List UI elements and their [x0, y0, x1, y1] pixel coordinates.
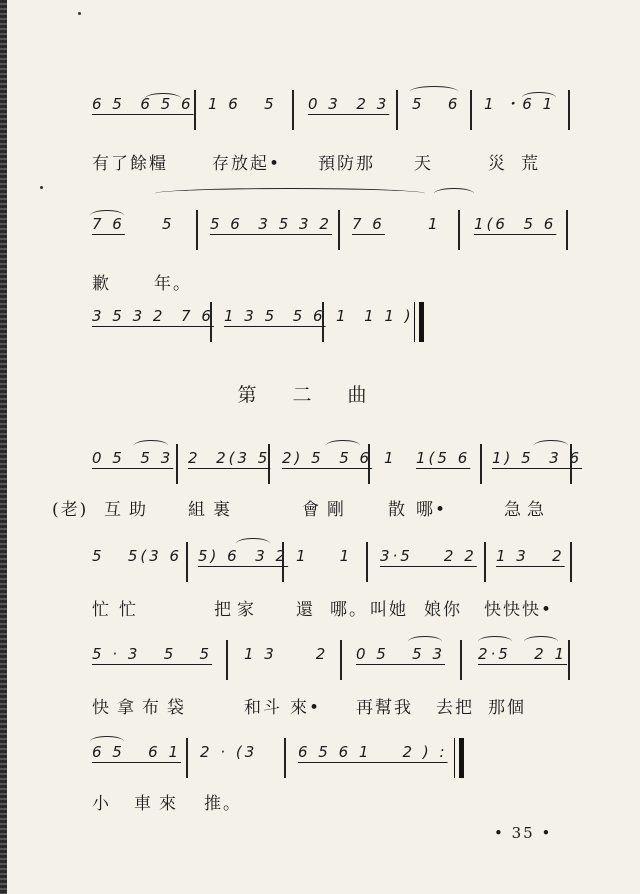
- bar-line: [458, 210, 460, 250]
- bar-line: [460, 640, 462, 680]
- slur-mark: [134, 440, 168, 451]
- slur-mark: [524, 636, 558, 647]
- lyric-word: 叫她: [370, 600, 408, 620]
- bar-line: [322, 302, 324, 342]
- section-title: 第二曲: [237, 384, 403, 406]
- lyric-word: 天: [414, 154, 433, 174]
- note-group: 7 6: [352, 215, 385, 233]
- lyric-word: 去把: [436, 698, 474, 718]
- lyric-word: 小: [92, 794, 111, 814]
- note-group: 0 5 5 3: [92, 449, 174, 467]
- bar-line: [568, 640, 570, 680]
- lyric-word: 歉: [92, 274, 111, 294]
- slur-mark: [90, 736, 124, 747]
- final-bar-line: [459, 738, 464, 778]
- slur-mark: [534, 440, 568, 451]
- lyric-word: 快拿布袋: [92, 698, 192, 718]
- bar-line: [284, 738, 286, 778]
- note-group: 5 6 3 5 3 2: [210, 215, 332, 233]
- note-group: 2 2(3 5: [188, 449, 271, 467]
- note-group: 5 5(3 6: [92, 547, 183, 565]
- lyric-word: 會剛: [302, 500, 352, 520]
- bar-line: [368, 444, 370, 484]
- bar-line: [268, 444, 270, 484]
- bar-line: [484, 542, 486, 582]
- note-group: 2) 5 5 6: [282, 449, 373, 467]
- note-group: 5) 6 3 2: [198, 547, 289, 565]
- note-group: 1 1 1 ): [336, 307, 414, 325]
- lyric-word: 組裏: [188, 500, 238, 520]
- slur-mark: [326, 440, 360, 451]
- note-group: 1) 5 3 6: [492, 449, 583, 467]
- lyric-word: 預防那: [318, 154, 375, 174]
- note-group: 1 3 2: [244, 645, 329, 663]
- note-group: 3 5 3 2 7 6: [92, 307, 214, 325]
- lyric-word: 娘你: [424, 600, 462, 620]
- bar-line: [194, 90, 196, 130]
- note-group: 5 · 3 5 5: [92, 645, 213, 663]
- note-group: 6 5 6 1 2 ) :: [298, 743, 448, 761]
- bar-line: [196, 210, 198, 250]
- lyric-word: 那個: [488, 698, 526, 718]
- note-group: 1 1: [296, 547, 353, 565]
- page-number: • 35 •: [494, 824, 553, 842]
- lyric-word: 有了餘糧: [92, 154, 168, 174]
- lyric-word: 和斗: [244, 698, 282, 718]
- lyric-word: 存放起•: [212, 154, 282, 174]
- note-group: 1(6 5 6: [474, 215, 557, 233]
- bar-line: [226, 640, 228, 680]
- slur-mark: [90, 210, 124, 221]
- note-group: 1 6 5: [208, 95, 277, 113]
- lyric-word: 再幫我: [356, 698, 413, 718]
- final-bar-line: [419, 302, 424, 342]
- note-group: 1: [428, 215, 441, 233]
- lyric-word: 來•: [290, 698, 322, 718]
- note-group: 0 5 5 3: [356, 645, 446, 663]
- bar-line: [568, 90, 570, 130]
- note-group: 1: [384, 449, 397, 467]
- bar-line: [282, 542, 284, 582]
- bar-line: [186, 738, 188, 778]
- bar-line: [570, 542, 572, 582]
- bar-line: [210, 302, 212, 342]
- note-group: 7 6: [92, 215, 125, 233]
- slur-mark: [434, 188, 474, 199]
- lyric-word: 哪。: [330, 600, 368, 620]
- lyric-word: 互助: [104, 500, 154, 520]
- slur-mark: [408, 636, 442, 647]
- note-group: 1 3 5 5 6: [224, 307, 326, 325]
- bar-line: [480, 444, 482, 484]
- lyric-word: (老): [52, 500, 89, 520]
- note-group: 2 · (3: [200, 743, 258, 761]
- note-group: 6 5 6 1: [92, 743, 182, 761]
- lyric-word: 年。: [154, 274, 192, 294]
- note-group: 0 3 2 3: [308, 95, 390, 113]
- lyric-word: 散: [388, 500, 407, 520]
- bar-line: [470, 90, 472, 130]
- bar-line: [396, 90, 398, 130]
- bar-line: [176, 444, 178, 484]
- staff-row-3: [0, 302, 640, 342]
- lyric-word: 還: [296, 600, 315, 620]
- note-group: 3·5 2 2: [380, 547, 477, 565]
- lyric-word: 急急: [504, 500, 550, 520]
- lyric-word: 車來: [134, 794, 184, 814]
- note-group: 1 3 2: [496, 547, 565, 565]
- bar-line: [186, 542, 188, 582]
- ink-speck: [40, 186, 43, 189]
- bar-line: [570, 444, 572, 484]
- note-group: 2·5 2 1: [478, 645, 568, 663]
- lyric-word: 推。: [204, 794, 242, 814]
- slur-mark: [155, 188, 425, 199]
- bar-line: [454, 738, 455, 778]
- bar-line: [366, 542, 368, 582]
- note-group: 5: [162, 215, 175, 233]
- lyric-word: 災荒: [488, 154, 554, 174]
- slur-mark: [145, 93, 181, 104]
- note-group: 1(5 6: [416, 449, 471, 467]
- slur-mark: [522, 92, 556, 103]
- note-group: 5 6: [412, 95, 461, 113]
- lyric-word: 把家: [214, 600, 260, 620]
- slur-mark: [410, 86, 458, 97]
- ink-speck: [78, 12, 81, 15]
- bar-line: [338, 210, 340, 250]
- bar-line: [414, 302, 415, 342]
- lyric-word: 快快快•: [484, 600, 554, 620]
- bar-line: [566, 210, 568, 250]
- note-group: 6 5 6 5 6: [92, 95, 194, 113]
- bar-line: [292, 90, 294, 130]
- staff-row-5: [0, 542, 640, 582]
- slur-mark: [478, 636, 512, 647]
- slur-mark: [236, 538, 270, 549]
- lyric-word: 哪•: [416, 500, 448, 520]
- bar-line: [340, 640, 342, 680]
- note-group: 1 ・6 1: [484, 95, 556, 113]
- lyric-word: 忙忙: [92, 600, 146, 620]
